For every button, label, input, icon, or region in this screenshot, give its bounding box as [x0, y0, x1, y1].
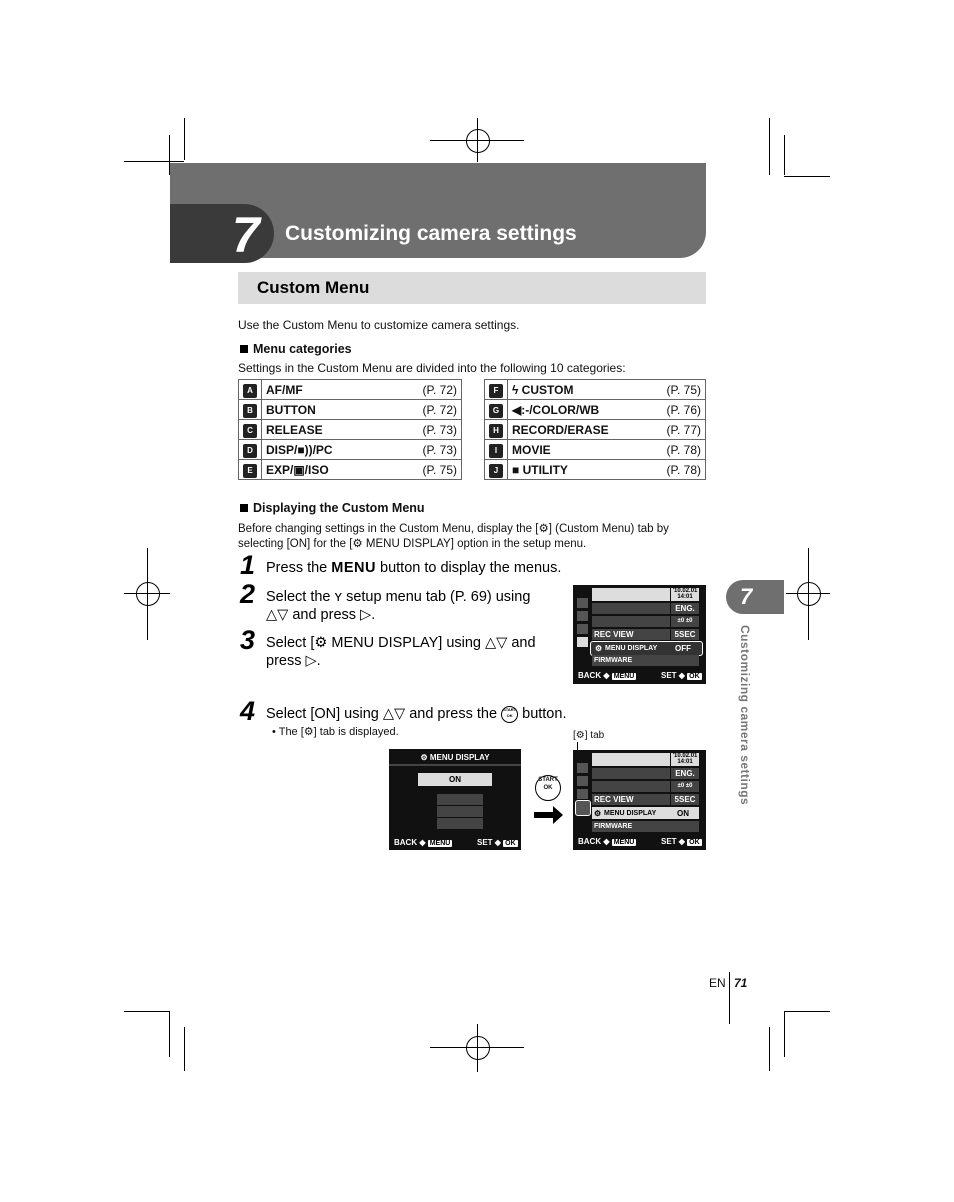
table-row: J ■ UTILITY (P. 78)	[485, 460, 706, 480]
right-arrow-icon	[534, 812, 554, 818]
category-table-left	[238, 379, 462, 480]
custom-g-icon: G	[489, 404, 503, 418]
custom-menu-tab-icon[interactable]	[575, 800, 591, 816]
category-table-right	[484, 379, 706, 480]
step-3-line-1: Select [⚙ MENU DISPLAY] using △▽ and	[266, 635, 536, 651]
custom-a-icon: A	[243, 384, 257, 398]
playback-tab-icon	[577, 624, 588, 634]
camera-screen-submenu	[389, 749, 521, 850]
chapter-title: Customizing camera settings	[285, 222, 577, 245]
back-label: BACK ◆ MENU	[394, 838, 451, 847]
monitor-row-icon	[592, 616, 670, 627]
gear-icon: ⚙	[595, 644, 603, 653]
step-4-line-1: Select [ON] using △▽ and press the START OK button.	[266, 706, 567, 722]
table-row: D DISP/■))/PC (P. 73)	[239, 440, 462, 460]
chapter-number: 7	[232, 207, 260, 263]
rec-view-label: REC VIEW	[592, 629, 670, 640]
custom-i-icon: I	[489, 444, 503, 458]
camera-screen-custom-tab: '10.02.01 14:01 ENG. ±0 ±0 REC VIEW 5SEC ⚙ MENU DISPLAY ON FIRMWARE BACK ◆ MENU SET ◆ OK	[573, 750, 706, 850]
table-row: E EXP/▣/ISO (P. 75)	[239, 460, 462, 480]
side-chapter-title: Customizing camera settings	[738, 625, 752, 806]
setup-tab-icon	[577, 637, 588, 647]
custom-d-icon: D	[243, 444, 257, 458]
table-row: H RECORD/ERASE (P. 77)	[485, 420, 706, 440]
step-1-text: Press the MENU button to display the menus.	[266, 560, 562, 576]
footer-lang: EN	[709, 976, 726, 990]
step-4-number: 4	[240, 696, 256, 726]
menu-display-row-on[interactable]: ⚙ MENU DISPLAY ON	[592, 807, 699, 819]
table-row: A AF/MF (P. 72)	[239, 380, 462, 400]
step-2-number: 2	[240, 579, 256, 609]
submenu-title: ⚙ MENU DISPLAY	[420, 753, 490, 762]
table-row: G ◀:-/COLOR/WB (P. 76)	[485, 400, 706, 420]
step-3-line-2: press ▷.	[266, 653, 321, 669]
set-label: SET ◆ OK	[661, 671, 700, 680]
displaying-desc-1: Before changing settings in the Custom Menu, display the [⚙] (Custom Menu) tab by	[238, 523, 669, 535]
menu-display-row[interactable]: ⚙ MENU DISPLAY OFF	[590, 641, 703, 656]
rec-view-value: 5SEC	[671, 629, 699, 640]
language-value: ENG.	[671, 603, 699, 614]
menu-button-label: MENU	[331, 560, 376, 576]
start-ok-icon: START OK	[501, 706, 518, 723]
menu-categories-desc: Settings in the Custom Menu are divided into the following 10 categories:	[238, 361, 626, 375]
step-2-line-1: Select the ʏ setup menu tab (P. 69) using	[266, 589, 531, 605]
monitor-value: ±0 ±0	[671, 616, 699, 627]
gear-icon: ⚙	[594, 809, 602, 818]
language-row-icon	[592, 603, 670, 614]
step-3-number: 3	[240, 625, 256, 655]
shooting-tab-icon	[577, 598, 588, 608]
custom-b-icon: B	[243, 404, 257, 418]
custom-c-icon: C	[243, 424, 257, 438]
set-label: SET ◆ OK	[477, 838, 516, 847]
on-option[interactable]: ON	[418, 773, 492, 786]
intro-text: Use the Custom Menu to customize camera settings.	[238, 318, 520, 332]
section-title: Custom Menu	[257, 278, 370, 297]
table-row: I MOVIE (P. 78)	[485, 440, 706, 460]
firmware-row: FIRMWARE	[592, 655, 699, 666]
date-value: '10.02.01 14:01	[672, 588, 698, 600]
camera-screen-setup	[573, 585, 706, 684]
step-2-line-2: △▽ and press ▷.	[266, 607, 376, 623]
step-1-number: 1	[240, 550, 256, 580]
custom-j-icon: J	[489, 464, 503, 478]
table-row: C RELEASE (P. 73)	[239, 420, 462, 440]
side-chapter-tab: 7	[726, 580, 784, 614]
table-row: B BUTTON (P. 72)	[239, 400, 462, 420]
clock-row-icon	[592, 588, 670, 601]
shooting-tab-2-icon	[577, 611, 588, 621]
custom-h-icon: H	[489, 424, 503, 438]
custom-e-icon: E	[243, 464, 257, 478]
step-4-bullet: • The [⚙] tab is displayed.	[272, 726, 399, 738]
menu-categories-heading: Menu categories	[240, 342, 352, 356]
start-ok-button-icon: START OK	[535, 775, 561, 801]
displaying-desc-2: selecting [ON] for the [⚙ MENU DISPLAY] option in the setup menu.	[238, 538, 587, 550]
table-row: F ϟ CUSTOM (P. 75)	[485, 380, 706, 400]
tab-label: [⚙] tab	[573, 730, 605, 741]
back-label: BACK ◆ MENU	[578, 671, 635, 680]
custom-f-icon: F	[489, 384, 503, 398]
page-number: 71	[734, 976, 748, 990]
displaying-heading: Displaying the Custom Menu	[240, 501, 425, 515]
